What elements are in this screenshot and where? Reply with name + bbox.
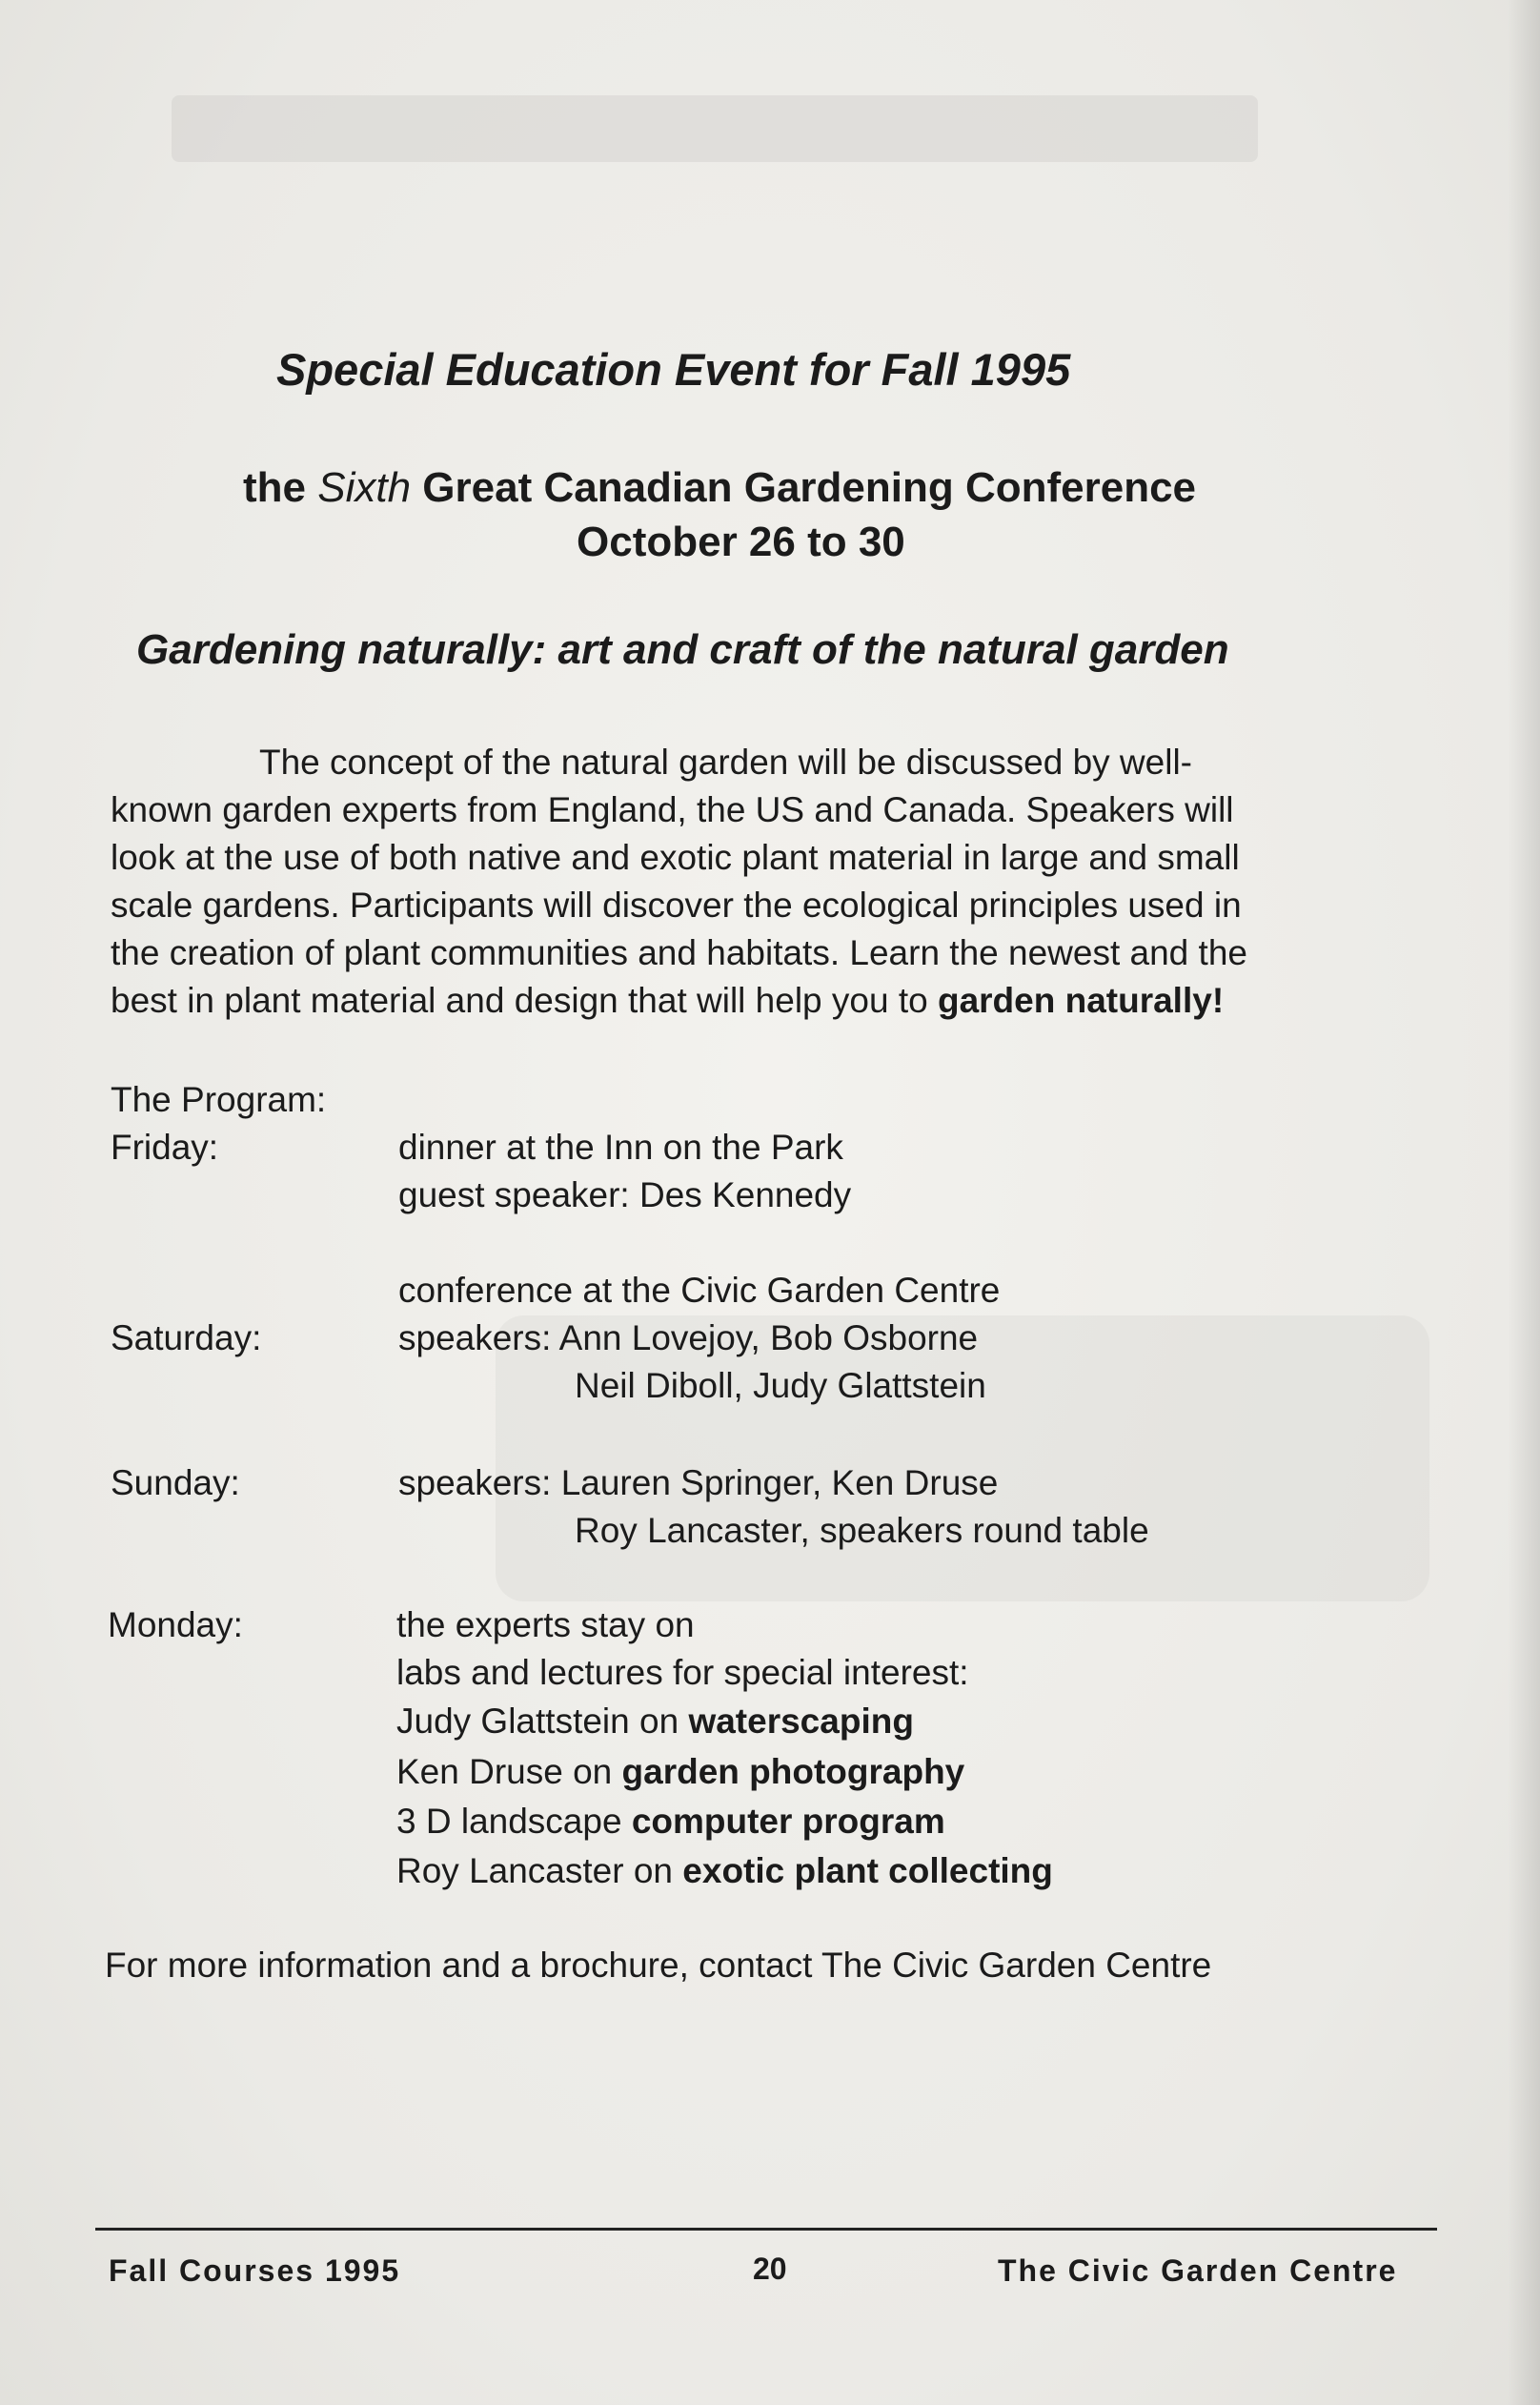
sunday-speakers: speakers: Lauren Springer, Ken Druse [398,1463,999,1502]
contact-line: For more information and a brochure, contact The Civic Garden Centre [105,1946,1212,1985]
intro-line: look at the use of both native and exotic plant material in large and small [111,838,1240,877]
program-day-sunday: Sunday: [111,1463,240,1502]
program-day-monday: Monday: [108,1605,243,1644]
monday-session [396,1847,1053,1895]
friday-detail: guest speaker: Des Kennedy [398,1175,852,1214]
saturday-speakers: speakers: Ann Lovejoy, Bob Osborne [398,1318,979,1357]
intro-line: the creation of plant communities and habitats. Learn the newest and the [111,933,1247,972]
session-speaker: 3 D landscape [396,1802,632,1841]
monday-detail: the experts stay on [396,1605,695,1644]
saturday-speakers-cont: Neil Diboll, Judy Glattstein [575,1366,986,1405]
page-edge-shadow [1508,0,1540,2405]
conference-title-prefix: the [243,464,318,511]
monday-session [396,1748,964,1796]
conference-dates: October 26 to 30 [577,519,905,565]
intro-last-plain: best in plant material and design that will help you to [111,981,938,1020]
conference-title-rest: Great Canadian Gardening Conference [411,464,1197,511]
conference-ordinal: Sixth [317,464,412,511]
footer-left: Fall Courses 1995 [109,2253,401,2288]
footer-right: The Civic Garden Centre [998,2253,1398,2288]
intro-line [111,977,1403,1025]
intro-line: known garden experts from England, the US and Canada. Speakers will [111,790,1234,829]
page-number: 20 [753,2252,787,2286]
intro-last-bold: garden naturally! [937,981,1225,1020]
session-topic: exotic plant collecting [682,1851,1053,1890]
intro-paragraph [111,739,1403,1025]
conference-title [243,464,1196,512]
session-topic: garden photography [621,1752,965,1791]
program-day-friday: Friday: [111,1128,219,1167]
show-through-decoration [172,95,1258,162]
session-speaker: Judy Glattstein on [396,1702,689,1741]
program-title: The Program: [111,1080,327,1119]
page-title: Special Education Event for Fall 1995 [276,344,1071,395]
sunday-speakers-cont: Roy Lancaster, speakers round table [575,1511,1149,1550]
session-speaker: Roy Lancaster on [396,1851,683,1890]
program-day-saturday: Saturday: [111,1318,262,1357]
monday-session [396,1698,914,1745]
session-speaker: Ken Druse on [396,1752,622,1791]
intro-line: The concept of the natural garden will be discussed by well- [259,743,1192,782]
conference-theme: Gardening naturally: art and craft of the natural garden [136,626,1229,673]
saturday-venue: conference at the Civic Garden Centre [398,1271,1001,1310]
intro-line: scale gardens. Participants will discover the ecological principles used in [111,886,1242,925]
monday-detail: labs and lectures for special interest: [396,1653,969,1692]
session-topic: waterscaping [688,1702,914,1741]
friday-detail: dinner at the Inn on the Park [398,1128,843,1167]
footer-rule [95,2228,1437,2231]
monday-session [396,1798,945,1845]
session-topic: computer program [631,1802,945,1841]
